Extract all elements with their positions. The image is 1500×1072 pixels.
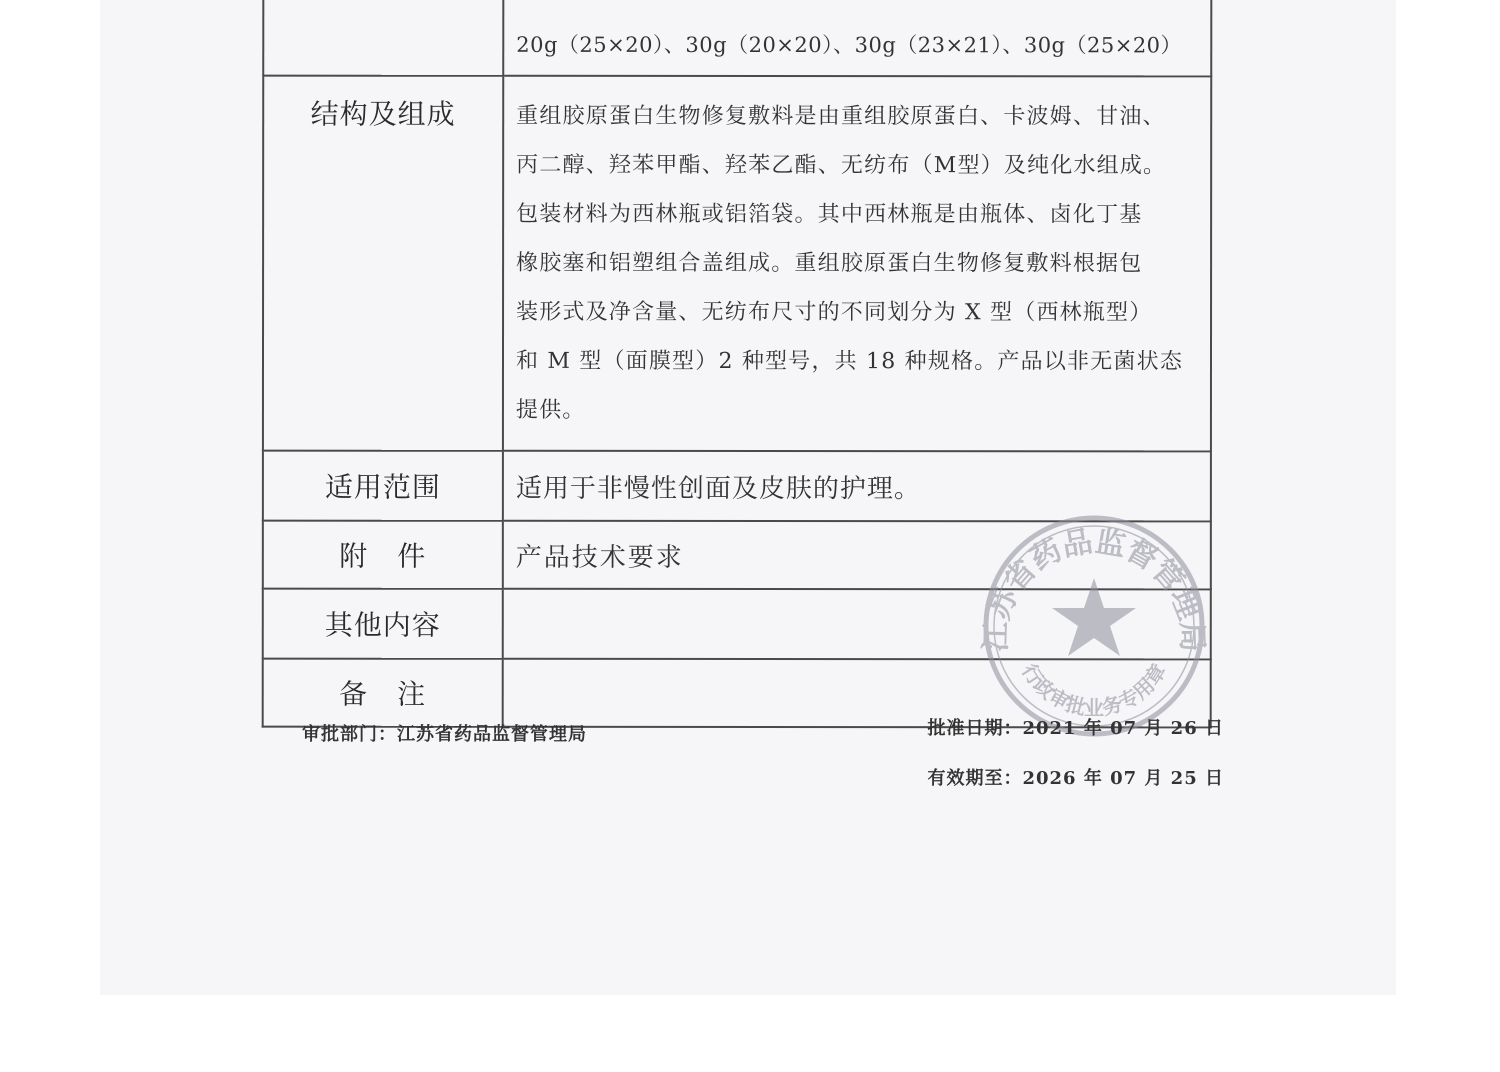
table-row-attachment [263,521,1211,590]
structure-line: 橡胶塞和铝塑组合盖组成。重组胶原蛋白生物修复敷料根据包 [516,250,1143,277]
approval-date: 批准日期：2021 年 07 月 26 日 [927,718,1224,739]
structure-label: 结构及组成 [263,76,503,451]
spec-value: 20g（25×20）、30g（20×20）、30g（23×21）、30g（25×20） [503,0,1211,76]
table-row-scope [263,451,1211,522]
structure-line: 重组胶原蛋白生物修复敷料是由重组胶原蛋白、卡波姆、甘油、 [516,103,1166,130]
structure-line: 提供。 [515,397,586,423]
seal-subtext: 行政审批业务专用章 [1017,659,1171,721]
other-value [503,589,1211,660]
structure-line: 和 M 型（面膜型）2 种型号，共 18 种规格。产品以非无菌状态 [515,348,1184,375]
table-row-other [263,589,1211,660]
other-label: 其他内容 [263,589,503,659]
structure-value [503,76,1211,452]
structure-line: 丙二醇、羟苯甲酯、羟苯乙酯、无纺布（M型）及纯化水组成。 [516,152,1167,179]
structure-text [516,78,1198,436]
spec-label-cell [263,0,503,76]
table-row-spec [263,0,1211,76]
approval-department: 审批部门：江苏省药品监督管理局 [302,724,587,745]
notes-label: 备 注 [263,659,503,727]
seal-text: 江苏省药品监督管理局 [978,524,1210,653]
attachment-label: 附 件 [263,521,503,589]
table-row-structure [263,76,1211,452]
structure-line: 包装材料为西林瓶或铝箔袋。其中西林瓶是由瓶体、卤化丁基 [516,201,1143,228]
structure-line: 装形式及净含量、无纺布尺寸的不同划分为 X 型（西林瓶型） [515,299,1153,326]
valid-until-date: 有效期至：2026 年 07 月 25 日 [927,768,1224,789]
scope-value: 适用于非慢性创面及皮肤的护理。 [503,451,1211,522]
attachment-value: 产品技术要求 [503,521,1211,590]
certificate-table [262,0,1213,728]
scope-label: 适用范围 [263,451,503,521]
